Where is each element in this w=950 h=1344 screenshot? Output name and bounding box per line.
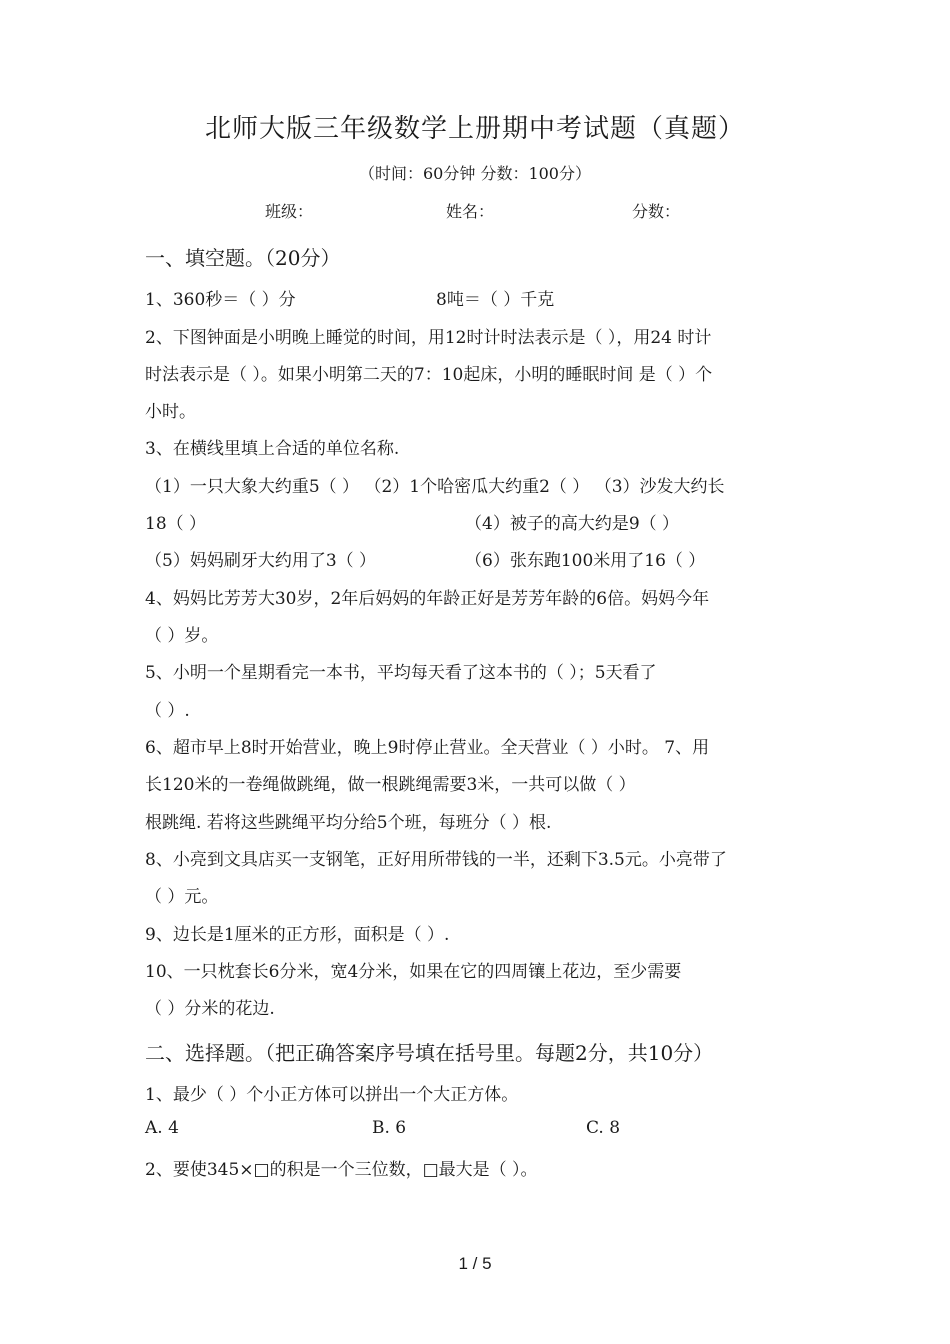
question-9: 9、边长是1厘米的正方形，面积是（ ）. [145,925,450,945]
class-field-label: 班级： [265,202,314,221]
question-1-part-b: 8吨＝（ ）千克 [436,290,555,310]
question-6-line-2: 长120米的一卷绳做跳绳，做一根跳绳需要3米，一共可以做（ ） [145,775,636,795]
question-6-line-3: 根跳绳. 若将这些跳绳平均分给5个班，每班分（ ）根. [145,813,552,833]
question-8-line-2: （ ）元。 [145,887,219,907]
page-number: 1 / 5 [458,1254,492,1273]
question-6-line-1: 6、超市早上8时开始营业，晚上9时停止营业。全天营业（ ）小时。 7、用 [145,738,710,758]
choice-question-1: 1、最少（ ）个小正方体可以拼出一个大正方体。 [145,1085,519,1105]
exam-subtitle: （时间：60分钟 分数：100分） [359,164,591,183]
question-5-line-1: 5、小明一个星期看完一本书，平均每天看了这本书的（ ）；5天看了 [145,663,657,683]
choice-option-a: A. 4 [145,1118,179,1138]
choice-option-c: C. 8 [586,1118,621,1138]
question-10-line-1: 10、一只枕套长6分米，宽4分米，如果在它的四周镶上花边，至少需要 [145,962,682,982]
question-3-line-3a: 18（ ） [145,514,207,534]
section-1-heading: 一、填空题。（20分） [145,246,341,270]
question-2-line-2: 时法表示是（ ）。如果小明第二天的7：10起床，小明的睡眠时间 是（ ）个 [145,365,713,385]
question-3-line-2: （1）一只大象大约重5（ ） （2）1个哈密瓜大约重2（ ） （3）沙发大约长 [145,477,725,497]
score-field-label: 分数： [632,202,681,221]
question-2-line-3: 小时。 [145,402,196,422]
choice-option-b: B. 6 [372,1118,407,1138]
question-8-line-1: 8、小亮到文具店买一支钢笔，正好用所带钱的一半，还剩下3.5元。小亮带了 [145,850,727,870]
question-4-line-2: （ ）岁。 [145,626,219,646]
question-3-line-3b: （4）被子的高大约是9（ ） [465,514,680,534]
question-1-part-a: 1、360秒＝（ ）分 [145,290,296,310]
question-3-line-4b: （6）张东跑100米用了16（ ） [465,551,706,571]
question-2-line-1: 2、下图钟面是小明晚上睡觉的时间，用12时计时法表示是（ ），用24 时计 [145,328,712,348]
section-2-heading: 二、选择题。（把正确答案序号填在括号里。每题2分，共10分） [145,1041,714,1065]
question-3-line-1: 3、在横线里填上合适的单位名称. [145,439,400,459]
question-5-line-2: （ ）. [145,701,190,721]
choice-question-2: 2、要使345×□的积是一个三位数，□最大是（ ）。 [145,1160,538,1180]
question-3-line-4a: （5）妈妈刷牙大约用了3（ ） [145,551,377,571]
question-10-line-2: （ ）分米的花边. [145,999,275,1019]
page-title: 北师大版三年级数学上册期中考试题（真题） [204,114,745,144]
question-4-line-1: 4、妈妈比芳芳大30岁，2年后妈妈的年龄正好是芳芳年龄的6倍。妈妈今年 [145,589,710,609]
name-field-label: 姓名： [446,202,495,221]
